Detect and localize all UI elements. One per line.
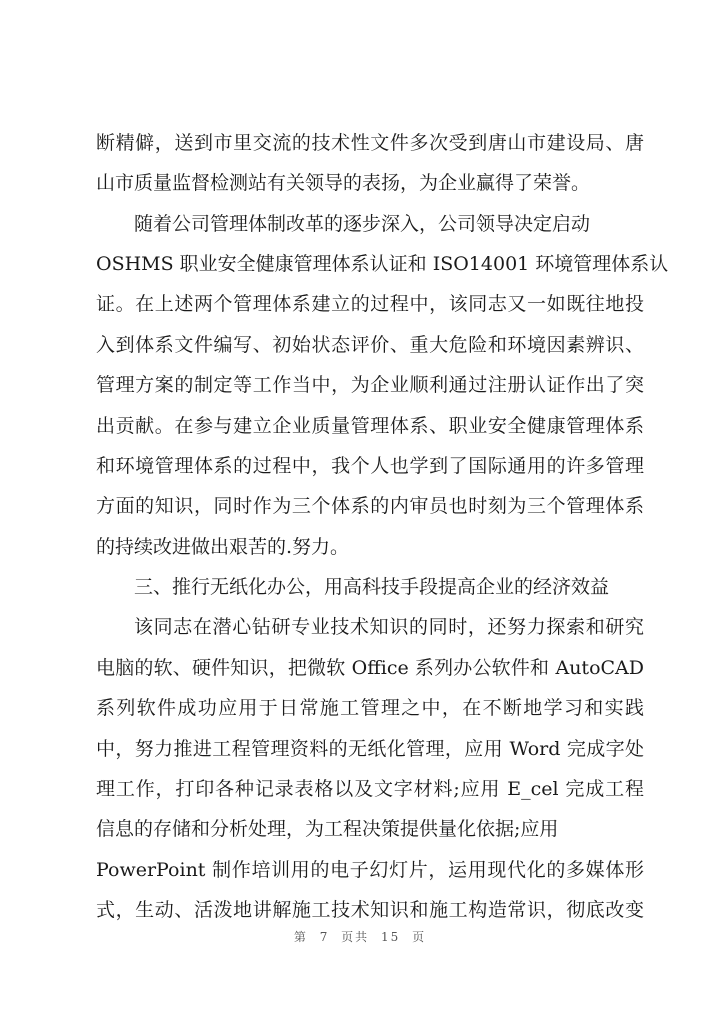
paragraph-first-line: 随着公司管理体制改革的逐步深入，公司领导决定启动 [134,213,591,235]
text-line: 理工作，打印各种记录表格以及文字材料;应用 E_cel 完成工程 [96,778,644,800]
text-line: 管理方案的制定等工作当中，为企业顺利通过注册认证作出了突 [96,374,644,396]
text-line: 证。在上述两个管理体系建立的过程中，该同志又一如既往地投 [96,293,644,315]
text-line: OSHMS 职业安全健康管理体系认证和 ISO14001 环境管理体系认 [96,253,669,275]
page-footer [0,928,720,945]
footer-suffix: 页 [412,930,427,944]
text-line: 式，生动、活泼地讲解施工技术知识和施工构造常识，彻底改变 [96,899,644,921]
text-line: 和环境管理体系的过程中，我个人也学到了国际通用的许多管理 [96,455,644,477]
text-line: 中，努力推进工程管理资料的无纸化管理，应用 Word 完成字处 [96,738,644,760]
footer-middle: 页共 [341,930,370,944]
paragraph-first-line: 该同志在潜心钻研专业技术知识的同时，还努力探索和研究 [134,616,644,638]
text-line: 的持续改进做出艰苦的.努力。 [96,536,350,558]
text-line: 入到体系文件编写、初始状态评价、重大危险和环境因素辨识、 [96,334,644,356]
text-line: 信息的存储和分析处理，为工程决策提供量化依据;应用 [96,818,559,840]
text-line: PowerPoint 制作培训用的电子幻灯片，运用现代化的多媒体形 [96,859,644,881]
total-pages: 15 [381,930,401,944]
page-number: 7 [319,930,330,944]
text-line: 出贡献。在参与建立企业质量管理体系、职业安全健康管理体系 [96,415,644,437]
text-line: 断精僻，送到市里交流的技术性文件多次受到唐山市建设局、唐 [96,132,644,154]
text-line: 方面的知识，同时作为三个体系的内审员也时刻为三个管理体系 [96,495,644,517]
text-line: 电脑的软、硬件知识，把微软 Office 系列办公软件和 AutoCAD [96,657,644,679]
section-heading: 三、推行无纸化办公，用高科技手段提高企业的经济效益 [134,576,610,598]
text-line: 系列软件成功应用于日常施工管理之中，在不断地学习和实践 [96,697,644,719]
text-line: 山市质量监督检测站有关领导的表扬，为企业赢得了荣誉。 [96,172,591,194]
footer-prefix: 第 [293,930,308,944]
